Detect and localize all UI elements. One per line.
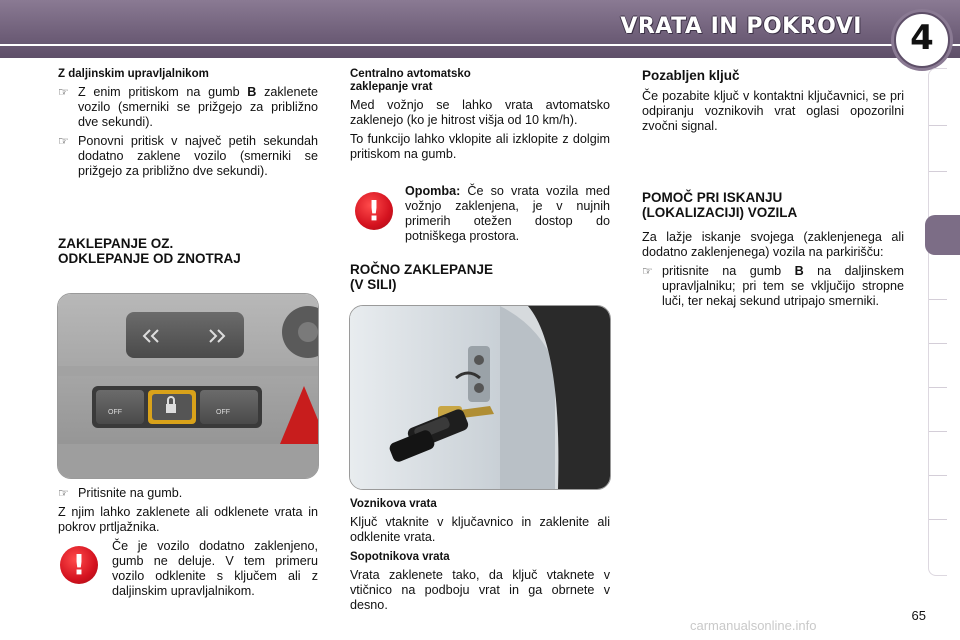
pointing-hand-icon: ☞ <box>642 264 653 278</box>
section-heading: zaklepanje vrat <box>350 81 433 93</box>
watermark-text: carmanualsonline.info <box>690 618 817 633</box>
pointing-hand-icon: ☞ <box>58 85 69 99</box>
paragraph: Z njim lahko zaklenete ali odklenete vrata in pokrov prtljažnika. <box>58 505 318 534</box>
pointing-hand-icon: ☞ <box>58 486 69 500</box>
central-lock-button-photo <box>57 293 319 479</box>
bullet-item <box>58 486 318 501</box>
pointing-hand-icon: ☞ <box>58 134 69 148</box>
button-key-label: B <box>247 85 257 99</box>
padlock-icon <box>166 404 176 413</box>
tab-divider <box>929 299 947 300</box>
warning-note: Če je vozilo dodatno zaklenjeno, gumb ne deluje. V tem primeru vozilo odklenite s ključem ali z daljinskim upravljalnikom. <box>112 539 318 598</box>
section-heading: Voznikova vrata <box>350 498 437 510</box>
exclamation-warning-icon: ! <box>60 546 98 584</box>
bullet-item <box>58 85 318 130</box>
bullet-item <box>58 134 318 179</box>
photo-label-left: OFF <box>108 409 122 416</box>
paragraph: Ključ vtaknite v ključavnico in zaklenite ali odklenite vrata. <box>350 515 610 544</box>
door-lock-key-photo <box>349 305 611 490</box>
chapter-badge <box>894 12 950 68</box>
bullet-text: na daljinskem upravljalniku; pri tem se vključijo stropne luči, ter nekaj sekund utripajo smerniki. <box>662 264 904 308</box>
section-heading: (V SILI) <box>350 277 397 292</box>
column-middle <box>350 68 610 166</box>
paragraph: Za lažje iskanje svojega (zaklenjenega ali dodatno zaklenjenega) vozila na parkirišču: <box>642 230 904 259</box>
info-note <box>405 184 610 244</box>
tab-divider <box>929 387 947 388</box>
column-right <box>642 68 904 138</box>
tab-divider <box>929 343 947 344</box>
tab-divider <box>929 431 947 432</box>
section-manual-lock <box>350 262 610 292</box>
door-lock-illustration <box>350 306 610 489</box>
bullet-text: Pritisnite na gumb. <box>78 486 183 500</box>
section-heading: ROČNO ZAKLEPANJE <box>350 262 494 277</box>
bullet-text: zaklenete vozilo (smerniki se prižgejo za približno dve sekundi). <box>78 85 318 129</box>
photo-label-right: OFF <box>216 409 230 416</box>
note-label: Opomba: <box>405 184 461 198</box>
paragraph: Med vožnjo se lahko vrata avtomatsko zaklenejo (ko je hitrost višja od 10 km/h). <box>350 98 610 127</box>
dashboard-illustration <box>58 294 318 478</box>
section-heading: Z daljinskim upravljalnikom <box>58 68 209 80</box>
tab-divider <box>929 171 947 172</box>
page-header <box>0 0 960 58</box>
tab-divider <box>929 475 947 476</box>
column-left <box>58 68 318 183</box>
button-key-label: B <box>794 264 804 278</box>
tab-divider <box>929 519 947 520</box>
section-heading: Sopotnikova vrata <box>350 551 450 563</box>
side-tab-active[interactable] <box>925 215 960 255</box>
chapter-number: 4 <box>910 18 934 58</box>
bullet-text: Z enim pritiskom na gumb <box>78 85 248 99</box>
section-heading: Pozabljen ključ <box>642 68 740 83</box>
section-heading: ODKLEPANJE OD ZNOTRAJ <box>58 251 241 266</box>
note-text: Če so vrata vozila med vožnjo zaklenjena, je v nujnih primerih otežen dostop do potniškega prostora. <box>405 184 610 243</box>
section-heading: Centralno avtomatsko <box>350 68 471 80</box>
section-button-usage <box>58 486 318 539</box>
paragraph: To funkcijo lahko vklopite ali izklopite z dolgim pritiskom na gumb. <box>350 132 610 161</box>
section-interior-lock <box>58 236 318 266</box>
section-heading: ZAKLEPANJE OZ. <box>58 236 174 251</box>
section-manual-lock-text <box>350 498 610 617</box>
section-heading: (LOKALIZACIJI) VOZILA <box>642 205 798 220</box>
paragraph: Če pozabite ključ v kontaktni ključavnici, se pri odpiranju voznikovih vrat oglasi opozorilni zvočni signal. <box>642 89 904 133</box>
exclamation-warning-icon: ! <box>355 192 393 230</box>
header-divider <box>0 44 960 46</box>
paragraph: Vrata zaklenete tako, da ključ vtaknete v vtičnico na podboju vrat in ga obrnete v desno. <box>350 568 610 612</box>
page-number: 65 <box>911 608 926 623</box>
chapter-title: VRATA IN POKROVI <box>620 14 862 39</box>
tab-divider <box>929 125 947 126</box>
bullet-item <box>642 264 904 309</box>
section-heading: POMOČ PRI ISKANJU <box>642 190 783 205</box>
bullet-text: Ponovni pritisk v največ petih sekundah dodatno zaklene vozilo (smerniki se prižgejo za približno dve sekundi). <box>78 134 318 178</box>
bullet-text: pritisnite na gumb <box>662 264 795 278</box>
side-chapter-tabs <box>928 68 947 576</box>
section-vehicle-locator <box>642 190 904 313</box>
